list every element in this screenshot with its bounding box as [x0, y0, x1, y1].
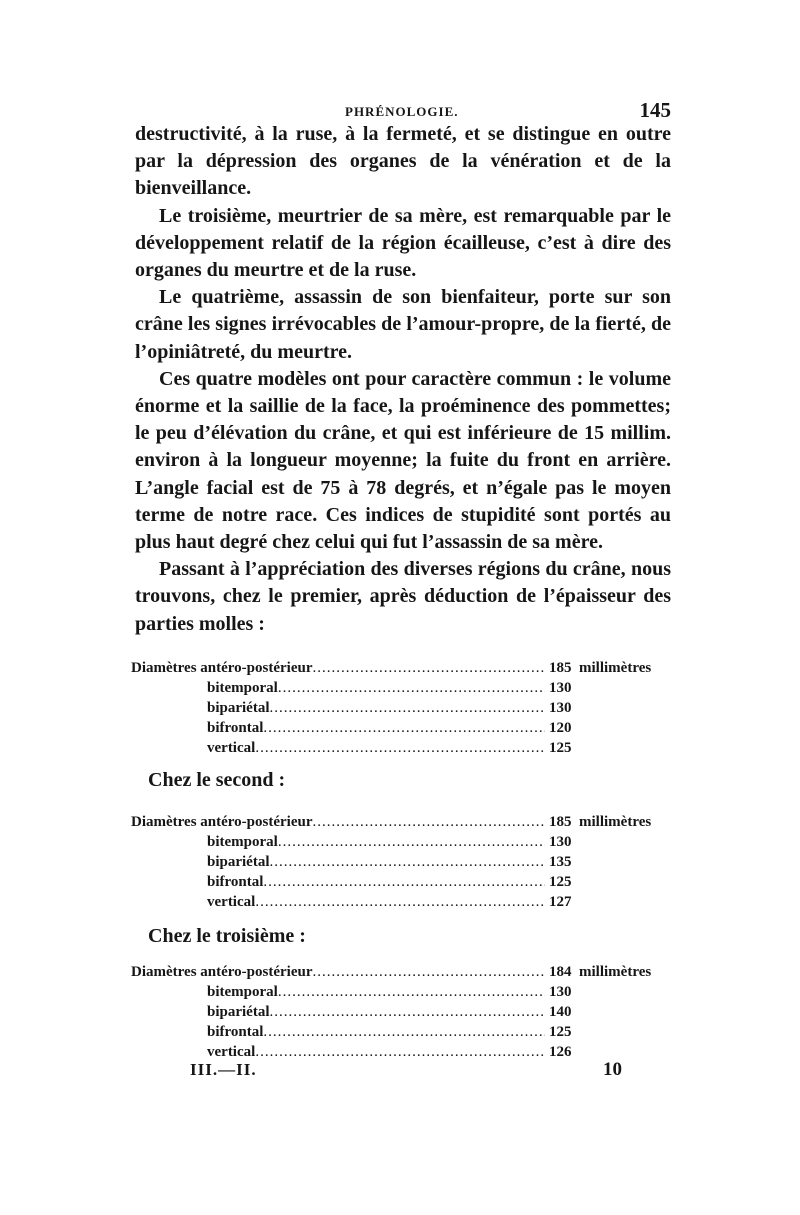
- row-value: 127: [549, 894, 572, 910]
- dot-leader: [312, 964, 545, 981]
- row-value: 130: [549, 680, 572, 696]
- dot-leader: [270, 700, 546, 717]
- row-label: Diamètres antéro-postérieur: [131, 964, 313, 980]
- dot-leader: [270, 854, 546, 871]
- dot-leader: [312, 814, 545, 831]
- row-value: 125: [549, 874, 572, 890]
- measurement-table-second: [131, 814, 676, 914]
- table-row: [131, 984, 676, 1004]
- measurement-table-first: [131, 660, 676, 760]
- row-value: 120: [549, 720, 572, 736]
- table-row: [131, 1004, 676, 1024]
- paragraph: destructivité, à la ruse, à la fermeté, et se distingue en outre par la dépression des organes de la vénération et de la bienveillance.: [135, 123, 671, 200]
- dot-leader: [278, 984, 545, 1001]
- table-row: [131, 964, 676, 984]
- row-value: 130: [549, 700, 572, 716]
- row-label: bifrontal: [207, 720, 264, 736]
- row-label: bipariétal: [207, 700, 270, 716]
- row-label: bitemporal: [207, 984, 278, 1000]
- row-value: 140: [549, 1004, 572, 1020]
- measurement-table-third: [131, 964, 676, 1064]
- row-unit: millimètres: [579, 814, 652, 830]
- row-label: vertical: [207, 740, 256, 756]
- row-value: 125: [549, 1024, 572, 1040]
- page-number: 145: [639, 98, 671, 122]
- row-label: bitemporal: [207, 834, 278, 850]
- row-unit: millimètres: [579, 660, 652, 676]
- section-heading: Chez le second :: [148, 769, 286, 791]
- row-label: vertical: [207, 1044, 256, 1060]
- table-row: [131, 874, 676, 894]
- table-row: [131, 740, 676, 760]
- signature-mark: III.—II.: [190, 1060, 257, 1079]
- sheet-number: 10: [603, 1059, 622, 1080]
- running-title: PHRÉNOLOGIE.: [345, 104, 459, 119]
- dot-leader: [263, 874, 545, 891]
- row-label: Diamètres antéro-postérieur: [131, 660, 313, 676]
- row-unit: millimètres: [579, 964, 652, 980]
- dot-leader: [278, 680, 545, 697]
- table-row: [131, 854, 676, 874]
- dot-leader: [255, 740, 545, 757]
- table-row: [131, 834, 676, 854]
- table-row: [131, 680, 676, 700]
- dot-leader: [270, 1004, 546, 1021]
- row-value: 130: [549, 984, 572, 1000]
- row-label: bipariétal: [207, 1004, 270, 1020]
- table-row: [131, 894, 676, 914]
- section-heading: Chez le troisième :: [148, 925, 306, 947]
- row-label: bifrontal: [207, 874, 264, 890]
- dot-leader: [255, 894, 545, 911]
- table-row: [131, 1024, 676, 1044]
- table-row: [131, 814, 676, 834]
- table-row: [131, 660, 676, 680]
- row-value: 185: [549, 814, 572, 830]
- dot-leader: [263, 720, 545, 737]
- dot-leader: [263, 1024, 545, 1041]
- paragraph: Le troisième, meurtrier de sa mère, est remarquable par le développement relatif de la région écailleuse, c’est à dire des organes du meurtre et de la ruse.: [135, 204, 671, 282]
- paragraph: Le quatrième, assassin de son bienfaiteur, porte sur son crâne les signes irrévocables de l’amour-propre, de la fierté, de l’opiniâtreté, du meurtre.: [135, 286, 671, 363]
- paragraph: Passant à l’appréciation des diverses régions du crâne, nous trouvons, chez le premier, après déduction de l’épaisseur des parties molles :: [135, 558, 671, 635]
- row-label: vertical: [207, 894, 256, 910]
- dot-leader: [278, 834, 545, 851]
- row-value: 126: [549, 1044, 572, 1060]
- dot-leader: [312, 660, 545, 677]
- paragraph: Ces quatre modèles ont pour caractère commun : le volume énorme et la saillie de la face, la proéminence des pommettes; le peu d’élévation du crâne, et qui est inférieure de 15 millim. environ à la longueur moyenne; la fuite du front en arrière. L’angle facial est de 75 à 78 degrés, et n’égale pas le moyen terme de notre race. Ces indices de stupidité sont portés au plus haut degré chez celui qui fut l’assassin de sa mère.: [135, 367, 671, 554]
- body-text: [135, 121, 671, 638]
- row-value: 184: [549, 964, 572, 980]
- row-value: 185: [549, 660, 572, 676]
- row-label: bipariétal: [207, 854, 270, 870]
- table-row: [131, 720, 676, 740]
- row-label: bitemporal: [207, 680, 278, 696]
- row-label: bifrontal: [207, 1024, 264, 1040]
- row-value: 130: [549, 834, 572, 850]
- dot-leader: [255, 1044, 545, 1061]
- row-value: 135: [549, 854, 572, 870]
- table-row: [131, 700, 676, 720]
- row-label: Diamètres antéro-postérieur: [131, 814, 313, 830]
- row-value: 125: [549, 740, 572, 756]
